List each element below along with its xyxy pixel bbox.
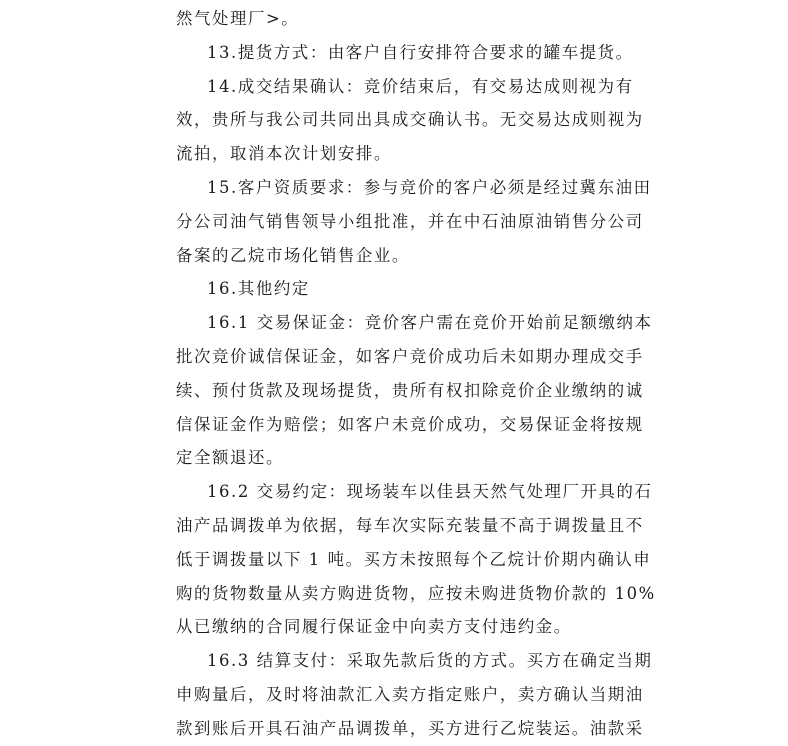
text-line: 16.2 交易约定：现场装车以佳县天然气处理厂开具的石 bbox=[207, 482, 653, 502]
text-line: 14.成交结果确认：竞价结束后，有交易达成则视为有 bbox=[207, 76, 634, 96]
text-line: 低于调拨量以下 1 吨。买方未按照每个乙烷计价期内确认申 bbox=[176, 549, 652, 569]
text-line: 然气处理厂>。 bbox=[176, 9, 300, 28]
text-line: 16.3 结算支付：采取先款后货的方式。买方在确定当期 bbox=[207, 651, 653, 671]
text-line: 13.提货方式：由客户自行安排符合要求的罐车提货。 bbox=[207, 42, 634, 62]
text-line: 申购量后，及时将油款汇入卖方指定账户，卖方确认当期油 bbox=[176, 684, 644, 704]
text-line: 信保证金作为赔偿；如客户未竞价成功，交易保证金将按规 bbox=[176, 414, 644, 434]
text-line: 购的货物数量从卖方购进货物，应按未购进货物价款的 10% bbox=[176, 583, 656, 603]
text-line: 效，贵所与我公司共同出具成交确认书。无交易达成则视为 bbox=[176, 110, 644, 130]
text-line: 油产品调拨单为依据，每车次实际充装量不高于调拨量且不 bbox=[176, 515, 644, 535]
text-line: 15.客户资质要求：参与竞价的客户必须是经过冀东油田 bbox=[207, 177, 652, 197]
text-line: 分公司油气销售领导小组批准，并在中石油原油销售分公司 bbox=[176, 211, 644, 231]
text-line: 从已缴纳的合同履行保证金中向卖方支付违约金。 bbox=[176, 617, 572, 637]
text-line: 款到账后开具石油产品调拨单，买方进行乙烷装运。油款采 bbox=[176, 718, 644, 738]
text-line: 流拍，取消本次计划安排。 bbox=[176, 144, 392, 164]
document-body bbox=[176, 0, 656, 746]
text-line: 定全额退还。 bbox=[176, 448, 284, 468]
text-line: 批次竞价诚信保证金，如客户竞价成功后未如期办理成交手 bbox=[176, 346, 644, 366]
text-line: 16.1 交易保证金：竞价客户需在竞价开始前足额缴纳本 bbox=[207, 313, 653, 333]
section-heading: 16.其他约定 bbox=[207, 279, 310, 299]
text-line: 备案的乙烷市场化销售企业。 bbox=[176, 245, 410, 265]
text-line: 续、预付货款及现场提货，贵所有权扣除竞价企业缴纳的诚 bbox=[176, 380, 644, 400]
